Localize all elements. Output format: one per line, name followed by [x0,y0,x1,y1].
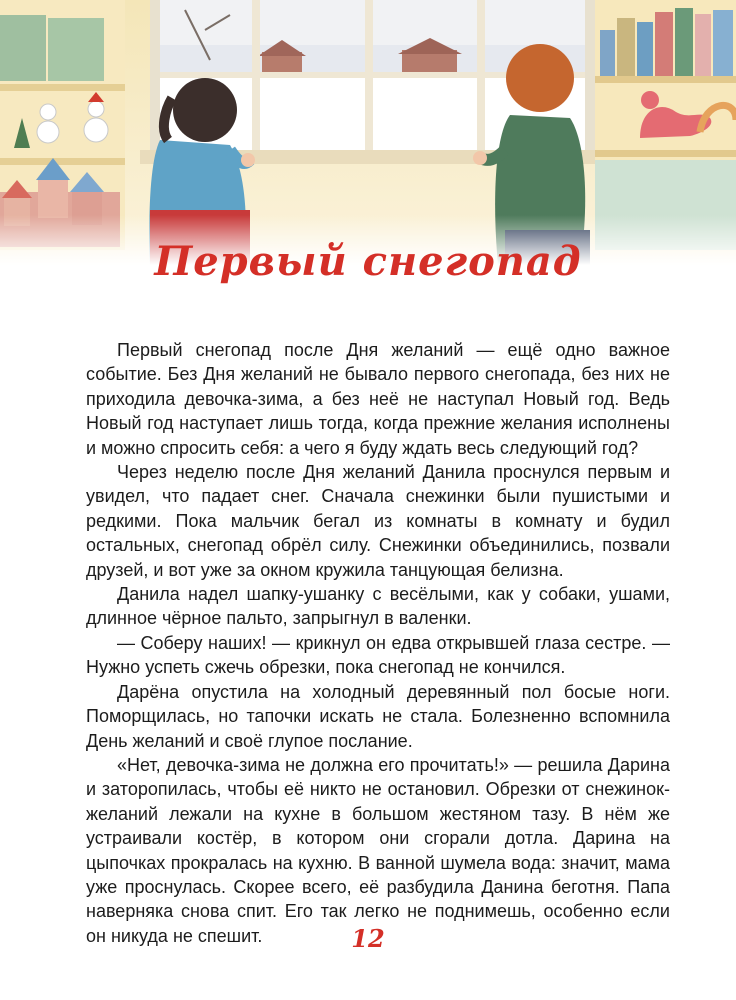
paragraph: Первый снегопад после Дня желаний — ещё одно важное событие. Без Дня желаний не бывало первого снегопада, без них не приходила девочка-зима, а без неё не наступал Новый год. Ведь Новый год наступает лишь тогда, когда прежние желания исполнены и можно спросить себя: а чего я буду ждать весь следующий год? [86,340,670,458]
left-shelf [0,0,125,250]
paragraph: — Соберу наших! — крикнул он едва открывшей глаза сестре. — Нужно успеть сжечь обрезки, пока снегопад не кончился. [86,632,670,678]
right-shelf [595,0,736,250]
chapter-title: Первый снегопад [154,238,582,285]
paragraph: Через неделю после Дня желаний Данила проснулся первым и увидел, что падает снег. Сначала снежинки были пушистыми и редкими. Пока мальчик бегал из комнаты в комнату и будил остальных, снегопад обрёл силу. Снежинки объединились, позвали друзей, и вот уже за окном кружила танцующая белизна. [86,462,670,580]
header-illustration [0,0,736,265]
paragraph: Данила надел шапку-ушанку с весёлыми, как у собаки, ушами, длинное чёрное пальто, запрыгнул в валенки. [86,584,670,629]
paragraph: Дарёна опустила на холодный деревянный пол босые ноги. Поморщилась, но тапочки искать не стала. Болезненно вспомнила День желаний и своё глупое послание. [86,681,670,751]
page-number: 12 [351,924,385,953]
boxes-icon [0,15,104,81]
paragraph: «Нет, девочка-зима не должна его прочитать!» — решила Дарина и заторопилась, чтобы её никто не остановил. Обрезки от снежинок-желаний лежали на кухне в большом жестяном тазу. В нём же устраивали костёр, в котором они сгорали дотла. Дарина на цыпочках прокралась на кухню. В ванной шумела вода: значит, мама уже проснулась. Скорее всего, её разбудила Данина беготня. Папа наверняка снова спит. Его так легко не поднимешь, особенно если он никуда не спешит. [86,754,670,946]
chapter-body [86,338,670,948]
books-icon [600,8,733,76]
